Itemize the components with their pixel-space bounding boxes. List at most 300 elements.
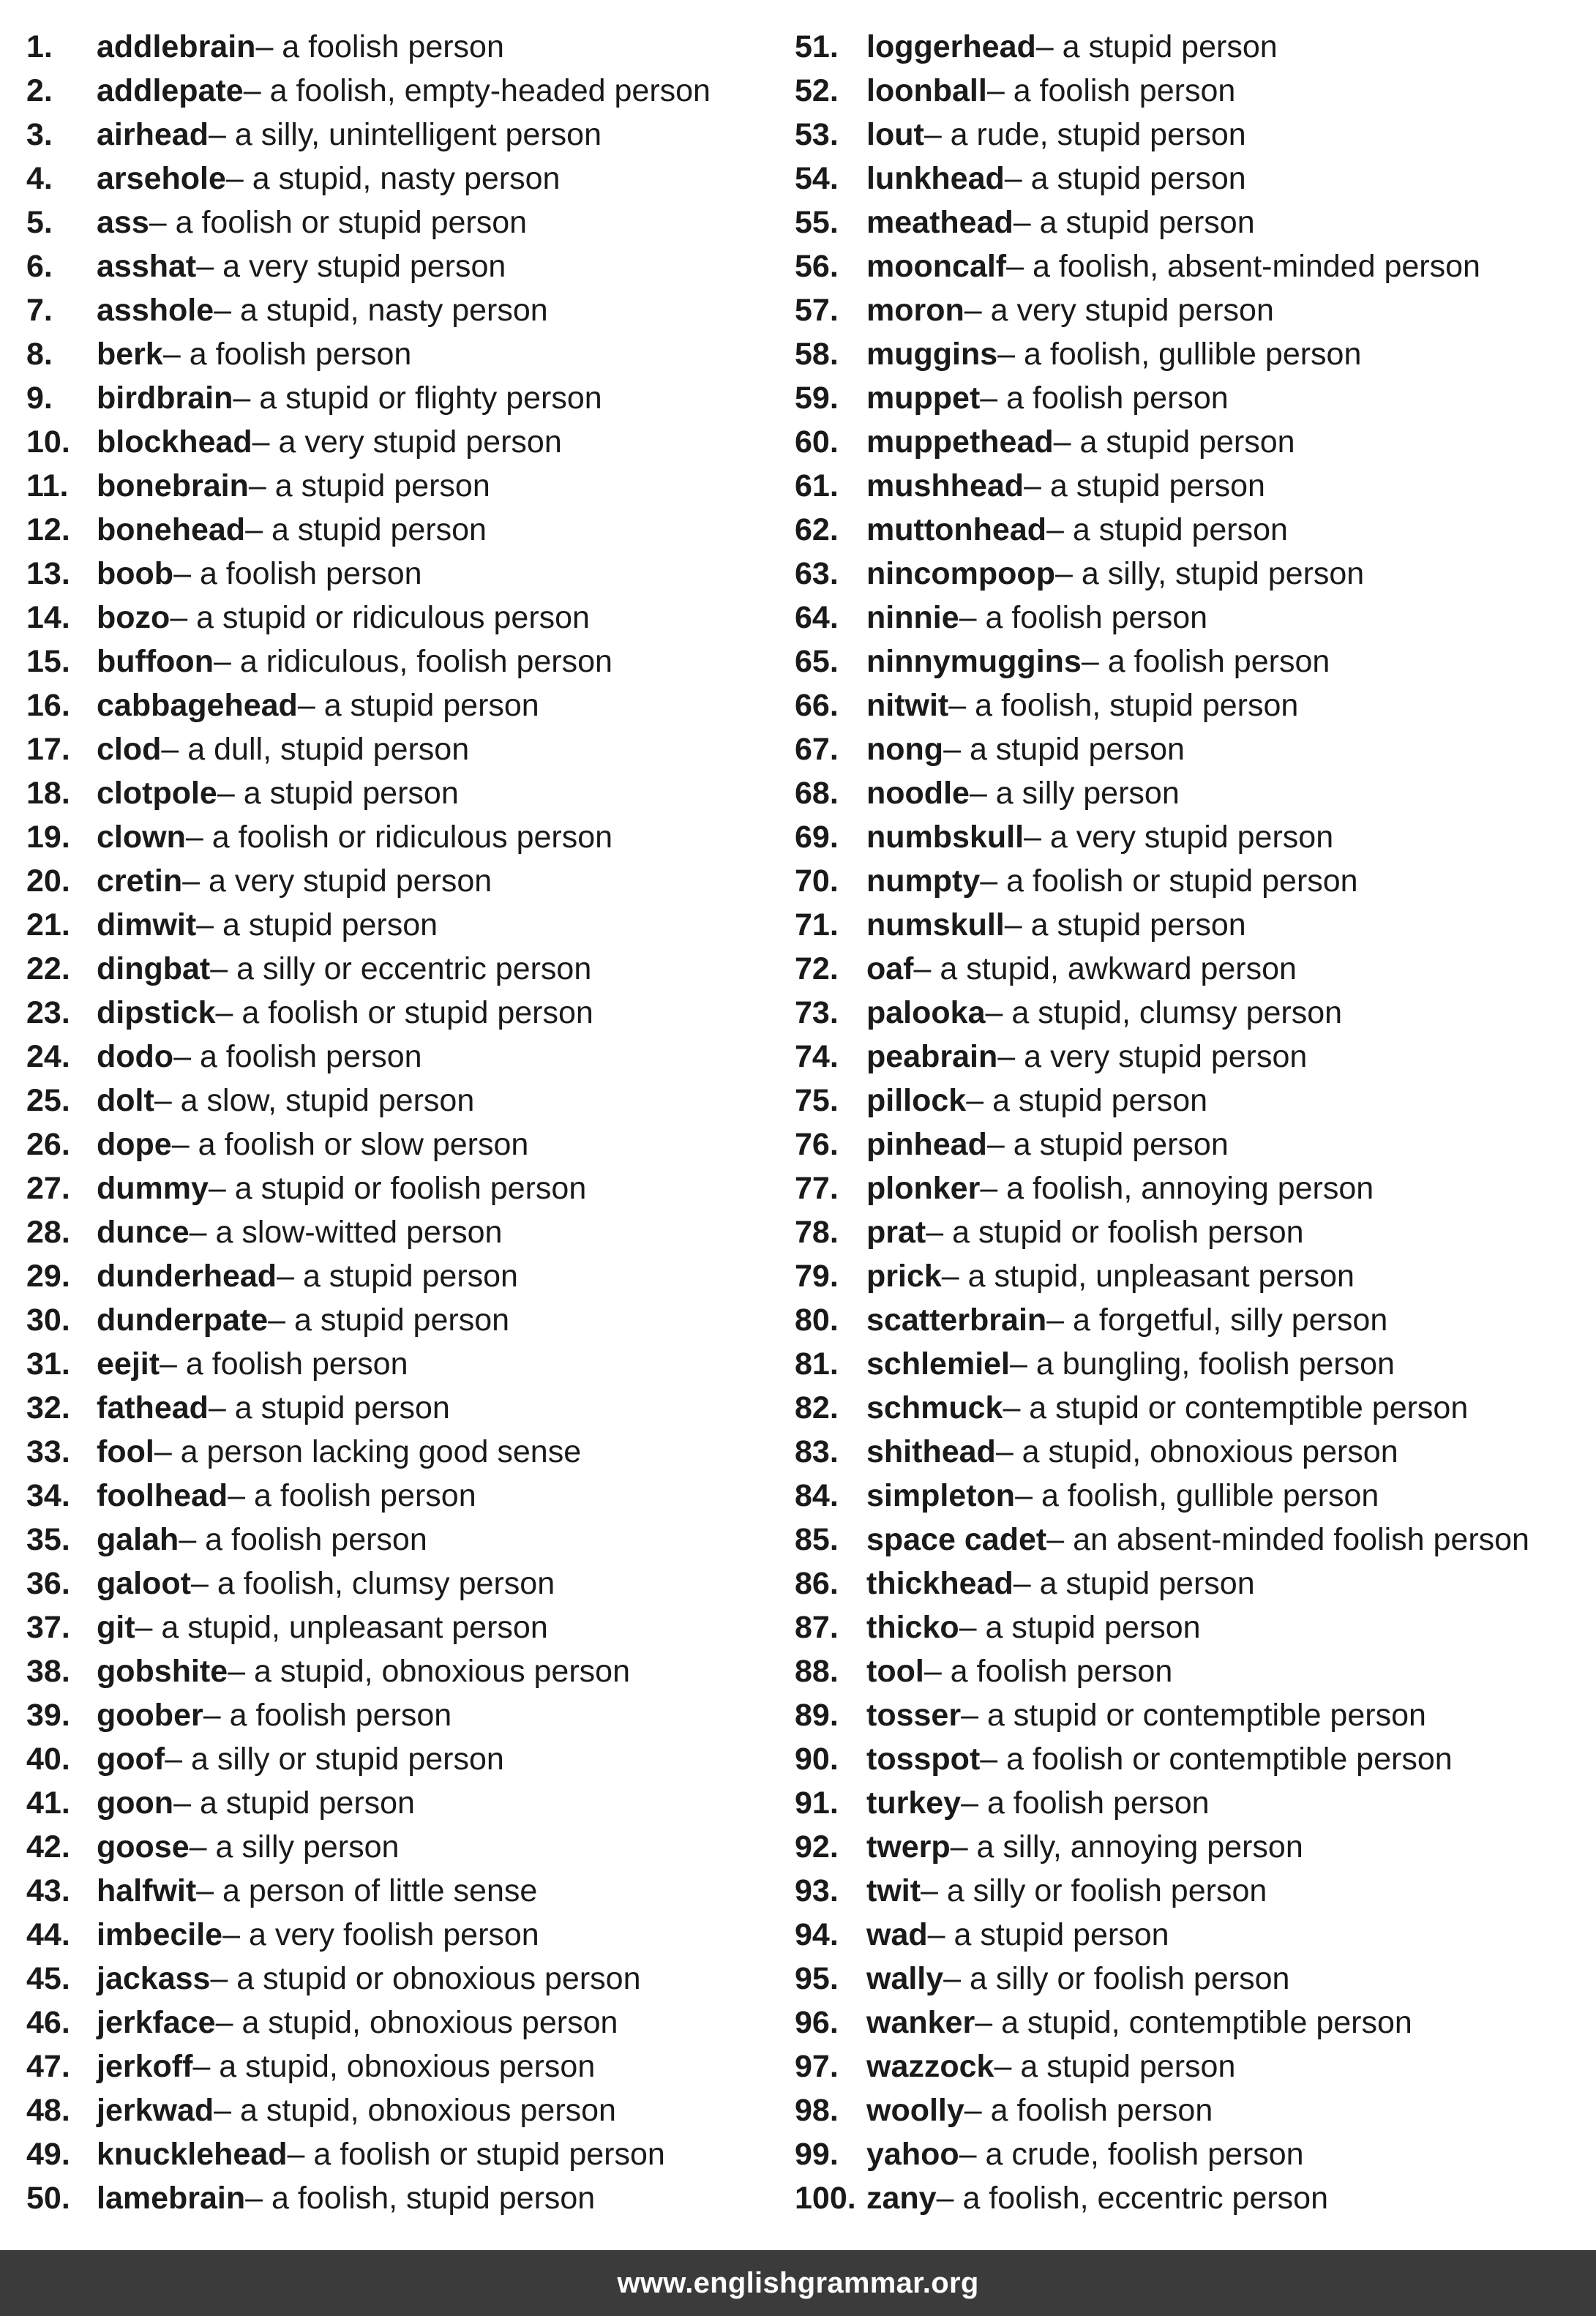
list-item	[795, 859, 1592, 903]
item-definition: – a foolish person	[162, 337, 412, 372]
item-word: jerkface	[97, 2005, 216, 2040]
item-word: shithead	[866, 1434, 996, 1469]
item-word: galoot	[97, 1566, 191, 1601]
item-definition: – a foolish or slow person	[171, 1127, 529, 1162]
item-number: 77.	[795, 1171, 839, 1206]
item-definition: – a stupid person	[994, 2049, 1236, 2084]
list-item	[26, 815, 802, 859]
list-item	[795, 113, 1592, 157]
item-word: numskull	[866, 907, 1005, 942]
list-item	[26, 1298, 802, 1342]
list-item	[795, 464, 1592, 508]
list-item	[795, 1825, 1592, 1869]
item-definition: – an absent-minded foolish person	[1046, 1522, 1529, 1557]
list-item	[26, 420, 802, 464]
item-definition: – a silly or foolish person	[921, 1873, 1267, 1908]
item-number: 69.	[795, 820, 839, 855]
item-number: 33.	[26, 1434, 70, 1469]
item-definition: – a stupid person	[1035, 29, 1278, 64]
list-item	[26, 1518, 802, 1562]
item-definition: – a foolish person	[160, 1346, 408, 1382]
item-word: turkey	[866, 1785, 962, 1821]
item-word: peabrain	[866, 1039, 998, 1074]
item-definition: – a silly, annoying person	[950, 1829, 1303, 1865]
list-item	[795, 771, 1592, 815]
item-number: 10.	[26, 424, 70, 460]
item-definition: – a silly, stupid person	[1054, 556, 1365, 591]
list-item	[795, 420, 1592, 464]
item-word: fathead	[97, 1390, 209, 1425]
item-definition: – a foolish person	[964, 2093, 1213, 2128]
item-definition: – a foolish person	[961, 1785, 1210, 1821]
list-item	[795, 201, 1592, 244]
item-number: 2.	[26, 73, 53, 108]
item-word: scatterbrain	[866, 1303, 1047, 1338]
item-number: 91.	[795, 1785, 839, 1821]
item-number: 67.	[795, 732, 839, 767]
item-number: 31.	[26, 1346, 70, 1382]
item-number: 14.	[26, 600, 70, 635]
item-word: arsehole	[97, 161, 226, 196]
item-definition: – a stupid, obnoxious person	[192, 2049, 596, 2084]
item-word: woolly	[866, 2093, 964, 2128]
list-item	[795, 815, 1592, 859]
item-definition: – a foolish person	[980, 381, 1229, 416]
item-number: 23.	[26, 995, 70, 1030]
item-definition: – a slow-witted person	[189, 1215, 503, 1250]
list-item	[795, 1737, 1592, 1781]
item-word: halfwit	[97, 1873, 197, 1908]
item-number: 62.	[795, 512, 839, 547]
item-number: 94.	[795, 1917, 839, 1952]
footer-bar	[0, 2250, 1596, 2316]
item-number: 58.	[795, 337, 839, 372]
item-word: foolhead	[97, 1478, 228, 1513]
item-definition: – a very stupid person	[964, 293, 1274, 328]
item-word: palooka	[866, 995, 986, 1030]
item-number: 63.	[795, 556, 839, 591]
item-number: 78.	[795, 1215, 839, 1250]
item-number: 5.	[26, 205, 53, 240]
item-word: muppet	[866, 381, 981, 416]
item-definition: – a stupid person	[1013, 1566, 1255, 1601]
list-item	[795, 1869, 1592, 1913]
item-number: 4.	[26, 161, 53, 196]
item-definition: – a stupid or ridiculous person	[170, 600, 590, 635]
list-item	[26, 1957, 802, 2001]
list-item	[795, 903, 1592, 947]
item-number: 87.	[795, 1610, 839, 1645]
item-definition: – a foolish person	[179, 1522, 427, 1557]
item-word: wally	[866, 1961, 944, 1996]
list-item	[795, 508, 1592, 552]
item-definition: – a stupid person	[277, 1259, 518, 1294]
item-word: prat	[866, 1215, 926, 1250]
item-definition: – a foolish, clumsy person	[190, 1566, 555, 1601]
item-definition: – a stupid or contemptible person	[961, 1698, 1426, 1733]
item-definition: – a stupid person	[943, 732, 1185, 767]
item-definition: – a stupid, obnoxious person	[215, 2005, 618, 2040]
item-word: dingbat	[97, 951, 211, 986]
list-item	[26, 376, 802, 420]
item-word: jerkwad	[97, 2093, 214, 2128]
list-item	[26, 1254, 802, 1298]
list-item	[26, 552, 802, 596]
item-word: cretin	[97, 863, 183, 899]
item-definition: – a stupid person	[268, 1303, 510, 1338]
item-word: prick	[866, 1259, 942, 1294]
list-item	[26, 1913, 802, 1957]
item-word: schmuck	[866, 1390, 1003, 1425]
list-item	[26, 640, 802, 683]
item-number: 32.	[26, 1390, 70, 1425]
item-number: 56.	[795, 249, 839, 284]
item-definition: – a foolish person	[923, 1654, 1173, 1689]
item-number: 45.	[26, 1961, 70, 1996]
list-item	[795, 376, 1592, 420]
item-word: twerp	[866, 1829, 951, 1865]
item-number: 7.	[26, 293, 53, 328]
item-definition: – a stupid, nasty person	[225, 161, 561, 196]
item-word: dodo	[97, 1039, 174, 1074]
item-word: nitwit	[866, 688, 949, 723]
item-definition: – a stupid, unpleasant person	[941, 1259, 1355, 1294]
item-word: nincompoop	[866, 556, 1055, 591]
list-item	[795, 1518, 1592, 1562]
item-definition: – a foolish person	[173, 556, 422, 591]
item-word: airhead	[97, 117, 209, 152]
item-number: 1.	[26, 29, 53, 64]
item-word: clown	[97, 820, 186, 855]
item-number: 93.	[795, 1873, 839, 1908]
item-word: wanker	[866, 2005, 975, 2040]
item-word: simpleton	[866, 1478, 1016, 1513]
item-word: muggins	[866, 337, 998, 372]
item-number: 37.	[26, 1610, 70, 1645]
item-definition: – a stupid person	[208, 1390, 450, 1425]
list-item	[26, 1430, 802, 1474]
item-definition: – a very stupid person	[252, 424, 562, 460]
item-word: loggerhead	[866, 29, 1036, 64]
list-item	[26, 2132, 802, 2176]
item-number: 6.	[26, 249, 53, 284]
item-word: mooncalf	[866, 249, 1007, 284]
list-item	[795, 1254, 1592, 1298]
item-definition: – a stupid person	[1013, 205, 1255, 240]
list-item	[795, 1957, 1592, 2001]
item-definition: – a rude, stupid person	[923, 117, 1246, 152]
list-item	[26, 288, 802, 332]
list-item	[26, 1825, 802, 1869]
item-word: asshole	[97, 293, 214, 328]
item-word: jackass	[97, 1961, 211, 1996]
item-number: 27.	[26, 1171, 70, 1206]
item-number: 19.	[26, 820, 70, 855]
list-item	[26, 947, 802, 991]
item-word: plonker	[866, 1171, 981, 1206]
item-definition: – a dull, stupid person	[161, 732, 470, 767]
list-item	[26, 1210, 802, 1254]
list-item	[795, 288, 1592, 332]
list-item	[795, 947, 1592, 991]
item-word: goose	[97, 1829, 190, 1865]
item-number: 74.	[795, 1039, 839, 1074]
item-word: jerkoff	[97, 2049, 193, 2084]
item-definition: – a stupid or foolish person	[926, 1215, 1304, 1250]
item-definition: – a very stupid person	[1024, 820, 1334, 855]
list-item	[26, 1781, 802, 1825]
item-word: dimwit	[97, 907, 197, 942]
item-word: thickhead	[866, 1566, 1014, 1601]
item-definition: – a forgetful, silly person	[1046, 1303, 1388, 1338]
item-number: 85.	[795, 1522, 839, 1557]
item-word: yahoo	[866, 2137, 959, 2172]
item-number: 61.	[795, 468, 839, 503]
item-definition: – a silly, unintelligent person	[208, 117, 602, 152]
list-item	[795, 596, 1592, 640]
item-definition: – a stupid person	[297, 688, 539, 723]
item-definition: – a foolish person	[959, 600, 1208, 635]
item-word: meathead	[866, 205, 1014, 240]
item-number: 83.	[795, 1434, 839, 1469]
item-definition: – a stupid or flighty person	[233, 381, 602, 416]
item-word: dipstick	[97, 995, 216, 1030]
item-definition: – a foolish, stupid person	[948, 688, 1299, 723]
item-number: 48.	[26, 2093, 70, 2128]
item-word: bozo	[97, 600, 171, 635]
list-item	[26, 683, 802, 727]
item-definition: – a silly person	[969, 776, 1180, 811]
item-definition: – a foolish or stupid person	[287, 2137, 665, 2172]
list-item	[26, 1166, 802, 1210]
item-word: oaf	[866, 951, 914, 986]
list-item	[795, 1562, 1592, 1605]
item-number: 57.	[795, 293, 839, 328]
list-item	[26, 508, 802, 552]
list-item	[795, 1079, 1592, 1123]
item-number: 22.	[26, 951, 70, 986]
item-definition: – a foolish, stupid person	[245, 2181, 596, 2216]
item-number: 34.	[26, 1478, 70, 1513]
item-definition: – a silly or stupid person	[165, 1742, 504, 1777]
item-definition: – a stupid, obnoxious person	[214, 2093, 616, 2128]
item-definition: – a stupid person	[1024, 468, 1265, 503]
item-number: 26.	[26, 1127, 70, 1162]
item-number: 13.	[26, 556, 70, 591]
list-item	[795, 552, 1592, 596]
item-word: zany	[866, 2181, 937, 2216]
item-definition: – a slow, stupid person	[154, 1083, 475, 1118]
item-definition: – a person lacking good sense	[154, 1434, 582, 1469]
item-word: bonehead	[97, 512, 246, 547]
item-word: asshat	[97, 249, 197, 284]
item-number: 40.	[26, 1742, 70, 1777]
list-item	[795, 2132, 1592, 2176]
list-item	[795, 2001, 1592, 2045]
item-number: 42.	[26, 1829, 70, 1865]
item-number: 47.	[26, 2049, 70, 2084]
item-definition: – a stupid person	[1004, 161, 1246, 196]
item-word: lout	[866, 117, 924, 152]
item-definition: – a stupid, awkward person	[913, 951, 1297, 986]
item-word: tosser	[866, 1698, 962, 1733]
item-definition: – a foolish, eccentric person	[936, 2181, 1329, 2216]
item-definition: – a stupid or contemptible person	[1003, 1390, 1469, 1425]
list-item	[795, 683, 1592, 727]
item-number: 29.	[26, 1259, 70, 1294]
list-item	[795, 157, 1592, 201]
item-number: 38.	[26, 1654, 70, 1689]
item-definition: – a person of little sense	[196, 1873, 538, 1908]
item-number: 44.	[26, 1917, 70, 1952]
item-definition: – a silly person	[189, 1829, 400, 1865]
item-word: ninnymuggins	[866, 644, 1082, 679]
item-word: moron	[866, 293, 964, 328]
item-number: 80.	[795, 1303, 839, 1338]
item-word: goon	[97, 1785, 174, 1821]
item-number: 75.	[795, 1083, 839, 1118]
item-word: ass	[97, 205, 149, 240]
item-number: 70.	[795, 863, 839, 899]
item-word: numbskull	[866, 820, 1024, 855]
item-number: 24.	[26, 1039, 70, 1074]
item-word: git	[97, 1610, 135, 1645]
item-number: 52.	[795, 73, 839, 108]
item-number: 88.	[795, 1654, 839, 1689]
list-item	[26, 1079, 802, 1123]
item-definition: – a stupid person	[959, 1610, 1201, 1645]
item-definition: – a very stupid person	[196, 249, 506, 284]
list-item	[26, 771, 802, 815]
item-word: imbecile	[97, 1917, 223, 1952]
footer-url[interactable]: www.englishgrammar.org	[617, 2266, 979, 2299]
list-item	[795, 2176, 1592, 2220]
item-definition: – a stupid person	[173, 1785, 415, 1821]
list-item	[795, 69, 1592, 113]
item-definition: – a stupid or obnoxious person	[210, 1961, 641, 1996]
item-word: blockhead	[97, 424, 252, 460]
item-definition: – a silly or eccentric person	[210, 951, 592, 986]
item-number: 28.	[26, 1215, 70, 1250]
item-number: 53.	[795, 117, 839, 152]
item-definition: – a foolish or ridiculous person	[185, 820, 613, 855]
item-word: addlepate	[97, 73, 244, 108]
item-number: 51.	[795, 29, 839, 64]
item-number: 90.	[795, 1742, 839, 1777]
list-item	[795, 640, 1592, 683]
item-definition: – a foolish, empty-headed person	[243, 73, 711, 108]
list-item	[26, 464, 802, 508]
item-definition: – a silly or foolish person	[943, 1961, 1290, 1996]
item-number: 21.	[26, 907, 70, 942]
item-definition: – a stupid, clumsy person	[985, 995, 1343, 1030]
item-word: cabbagehead	[97, 688, 298, 723]
item-word: galah	[97, 1522, 179, 1557]
list-item	[26, 1869, 802, 1913]
item-number: 89.	[795, 1698, 839, 1733]
list-item	[795, 1913, 1592, 1957]
list-item	[26, 157, 802, 201]
item-word: loonball	[866, 73, 987, 108]
item-definition: – a stupid person	[986, 1127, 1229, 1162]
list-item	[795, 2088, 1592, 2132]
item-definition: – a stupid person	[1046, 512, 1288, 547]
item-number: 65.	[795, 644, 839, 679]
list-item	[26, 69, 802, 113]
item-number: 81.	[795, 1346, 839, 1382]
item-number: 36.	[26, 1566, 70, 1601]
item-word: mushhead	[866, 468, 1024, 503]
list-item	[795, 1298, 1592, 1342]
item-definition: – a stupid or foolish person	[208, 1171, 587, 1206]
list-item	[795, 332, 1592, 376]
item-word: wad	[866, 1917, 928, 1952]
item-number: 12.	[26, 512, 70, 547]
item-number: 46.	[26, 2005, 70, 2040]
item-word: dolt	[97, 1083, 154, 1118]
item-word: bonebrain	[97, 468, 249, 503]
list-item	[795, 1342, 1592, 1386]
item-definition: – a stupid person	[1004, 907, 1246, 942]
item-word: ninnie	[866, 600, 959, 635]
item-definition: – a foolish person	[203, 1698, 452, 1733]
item-word: fool	[97, 1434, 154, 1469]
item-word: addlebrain	[97, 29, 256, 64]
item-number: 84.	[795, 1478, 839, 1513]
item-word: gobshite	[97, 1654, 228, 1689]
list-item	[26, 1342, 802, 1386]
item-word: pillock	[866, 1083, 967, 1118]
item-word: dunderhead	[97, 1259, 277, 1294]
item-number: 79.	[795, 1259, 839, 1294]
list-item	[26, 2176, 802, 2220]
list-item	[795, 1474, 1592, 1518]
item-definition: – a foolish or stupid person	[980, 863, 1358, 899]
list-item	[795, 1693, 1592, 1737]
item-word: dunderpate	[97, 1303, 269, 1338]
item-definition: – a stupid person	[927, 1917, 1169, 1952]
list-item	[795, 244, 1592, 288]
item-word: lunkhead	[866, 161, 1005, 196]
item-number: 64.	[795, 600, 839, 635]
item-word: space cadet	[866, 1522, 1047, 1557]
item-definition: – a foolish person	[1081, 644, 1330, 679]
list-item	[26, 596, 802, 640]
item-definition: – a stupid person	[248, 468, 490, 503]
list-item	[26, 1649, 802, 1693]
item-definition: – a foolish or stupid person	[149, 205, 528, 240]
list-item	[26, 1474, 802, 1518]
item-number: 100.	[795, 2181, 856, 2216]
list-item	[795, 1649, 1592, 1693]
item-number: 9.	[26, 381, 53, 416]
item-word: muttonhead	[866, 512, 1047, 547]
item-number: 66.	[795, 688, 839, 723]
item-number: 25.	[26, 1083, 70, 1118]
item-number: 8.	[26, 337, 53, 372]
list-item	[795, 727, 1592, 771]
item-number: 3.	[26, 117, 53, 152]
item-definition: – a stupid person	[196, 907, 438, 942]
item-definition: – a bungling, foolish person	[1010, 1346, 1395, 1382]
item-definition: – a foolish, annoying person	[980, 1171, 1374, 1206]
item-number: 97.	[795, 2049, 839, 2084]
item-word: thicko	[866, 1610, 959, 1645]
list-item	[26, 2088, 802, 2132]
list-item	[26, 1386, 802, 1430]
item-definition: – a foolish person	[255, 29, 504, 64]
item-word: wazzock	[866, 2049, 994, 2084]
